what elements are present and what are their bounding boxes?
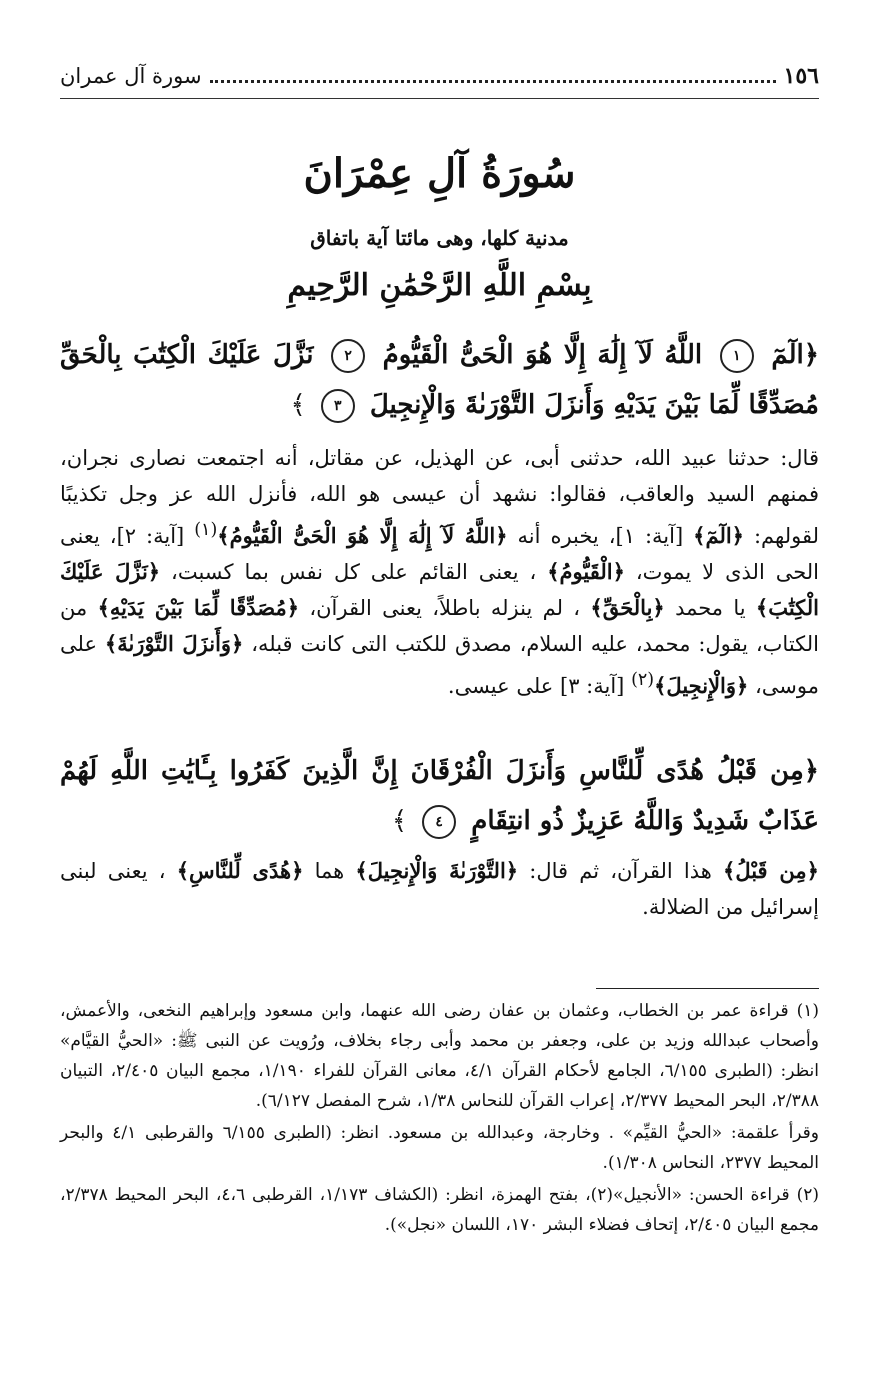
verse-text: ﴿مِن قَبْلُ هُدًى لِّلنَّاسِ وَأَنزَلَ الْفُرْقَانَ إِنَّ الَّذِينَ كَفَرُوا بِـَٔايَٰتِ اللَّهِ لَهُمْ عَذَابٌ شَدِيدٌ وَاللَّهُ عَزِيزٌ ذُو انتِقَامٍ xyxy=(60,756,819,836)
quoted-verse: ﴿وَالْإِنجِيلَ﴾ xyxy=(654,673,749,698)
closing-bracket: ﴾ xyxy=(391,806,408,836)
quran-verse-4 xyxy=(60,746,819,846)
verse-text: نَزَّلَ عَلَيْكَ الْكِتَٰبَ بِالْحَقِّ مُصَدِّقًا لِّمَا بَيْنَ يَدَيْهِ وَأَنزَلَ التَّوْرَىٰةَ وَالْإِنجِيلَ xyxy=(60,340,819,420)
commentary-text: ، يعنى القائم على كل نفس بما كسبت، xyxy=(171,560,537,584)
verse-text: ﴿الٓمٓ xyxy=(771,340,819,370)
footnotes xyxy=(60,996,819,1242)
commentary-paragraph-1 xyxy=(60,440,819,704)
ayah-number-marker: ٤ xyxy=(422,805,456,839)
footnote-1-continuation: وقرأ علقمة: «الحيُّ القيِّم» . وخارجة، وعبدالله بن مسعود. انظر: (الطبرى ٦/١٥٥ والقرطبى ٤/١ والبحر المحيط ٢٣٧٧، النحاس ١/٣٠٨). xyxy=(60,1123,820,1173)
commentary-text: يا محمد xyxy=(675,596,746,620)
page-number: ١٥٦ xyxy=(783,63,819,89)
quoted-verse: ﴿الٓمٓ﴾ xyxy=(693,523,744,548)
commentary-text: [آية: ١]، يخبره أنه xyxy=(517,524,684,548)
quoted-verse: ﴿نَزَّلَ عَلَيْكَ الْكِتَٰبَ﴾ xyxy=(60,559,820,620)
surah-subtitle: مدنية كلها، وهى مائتا آية باتفاق xyxy=(310,226,569,250)
basmala: بِسْمِ اللَّهِ الرَّحْمَٰنِ الرَّحِيمِ xyxy=(287,268,592,303)
surah-title: سُورَةُ آلِ عِمْرَانَ xyxy=(303,150,576,197)
closing-bracket: ﴾ xyxy=(290,390,306,420)
quoted-verse: ﴿الْقَيُّومُ﴾ xyxy=(547,559,625,584)
commentary-text: ، يعنى لبنى إسرائيل من الضلالة. xyxy=(60,859,819,919)
quoted-verse: ﴿هُدًى لِّلنَّاسِ﴾ xyxy=(176,858,304,883)
verse-text: اللَّهُ لَآ إِلَٰهَ إِلَّا هُوَ الْحَىُّ الْقَيُّومُ xyxy=(382,340,703,370)
commentary-text: ، لم ينزله باطلاً، يعنى القرآن، xyxy=(309,596,581,620)
quoted-verse: ﴿بِالْحَقِّ﴾ xyxy=(590,595,665,620)
quoted-verse: ﴿مِن قَبْلُ﴾ xyxy=(723,858,819,883)
commentary-text: قال: حدثنا عبيد الله، حدثنى أبى، عن الهذيل، عن مقاتل، أنه اجتمعت نصارى نجران، فمنهم السيد والعاقب، فقالوا: نشهد أن عيسى هو الله، فأنزل الله عز وجل تكذيبًا لقولهم: xyxy=(60,446,819,548)
commentary-text: من الكتاب، يقول: محمد، عليه السلام، مصدق للكتب التى كانت قبله، xyxy=(60,596,819,656)
footnote-ref: (١) xyxy=(194,520,218,540)
ayah-number-marker: ٢ xyxy=(331,339,365,373)
quoted-verse: ﴿وَأَنزَلَ التَّوْرَىٰةَ﴾ xyxy=(104,631,244,656)
commentary-text: هما xyxy=(314,859,345,883)
footnote-2: (٢) قراءة الحسن: «الأنجيل»(٢)، بفتح الهمزة، انظر: (الكشاف ١/١٧٣، القرطبى ٤،٦، البحر المحيط ٢/٣٧٨، مجمع البيان ٢/٤٠٥، إتحاف فضلاء البشر ١٧٠، اللسان «نجل»). xyxy=(60,1185,819,1235)
quoted-verse: ﴿مُصَدِّقًا لِّمَا بَيْنَ يَدَيْهِ﴾ xyxy=(97,595,300,620)
quran-verses-1-3 xyxy=(60,330,819,430)
ayah-number-marker: ٣ xyxy=(321,389,355,423)
header-divider xyxy=(60,98,819,99)
quoted-verse: ﴿اللَّهُ لَآ إِلَٰهَ إِلَّا هُوَ الْحَىُّ الْقَيُّومُ﴾ xyxy=(217,523,508,548)
commentary-text: [آية: ٣] على عيسى. xyxy=(447,674,625,698)
running-surah-name: سورة آل عمران xyxy=(60,64,202,88)
footnote-1: (١) قراءة عمر بن الخطاب، وعثمان بن عفان رضى الله عنهما، وابن مسعود وإبراهيم النخعى، والأعمش، وأصحاب عبدالله وزيد بن على، وجعفر بن محمد وأبى رجاء بخلاف، ورُويت عن النبى ﷺ: «الحيُّ القيَّام» انظر: (الطبرى ٦/١٥٥، الجامع لأحكام القرآن ٤/١، معانى القرآن للفراء ١/١٩٠، مجمع البيان ٢/٤٠٥، التبيان ٢/٣٨٨، البحر المحيط ٢/٣٧٧، إعراب القرآن للنحاس ١/٣٨، شرح المفصل ٦/١٢٧). xyxy=(60,1001,819,1111)
header-dot-leader xyxy=(210,70,776,83)
ayah-number-marker: ١ xyxy=(720,339,754,373)
footnote-separator xyxy=(596,988,819,989)
running-header xyxy=(60,58,819,94)
commentary-text: هذا القرآن، ثم قال: xyxy=(529,859,712,883)
commentary-paragraph-2 xyxy=(60,853,819,925)
commentary-text: [آية: ٢]، يعنى الحى الذى لا يموت، xyxy=(60,524,820,584)
quoted-verse: ﴿التَّوْرَىٰةَ وَالْإِنجِيلَ﴾ xyxy=(355,858,519,883)
commentary-text: على موسى، xyxy=(60,632,819,698)
footnote-ref: (٢) xyxy=(631,670,655,690)
